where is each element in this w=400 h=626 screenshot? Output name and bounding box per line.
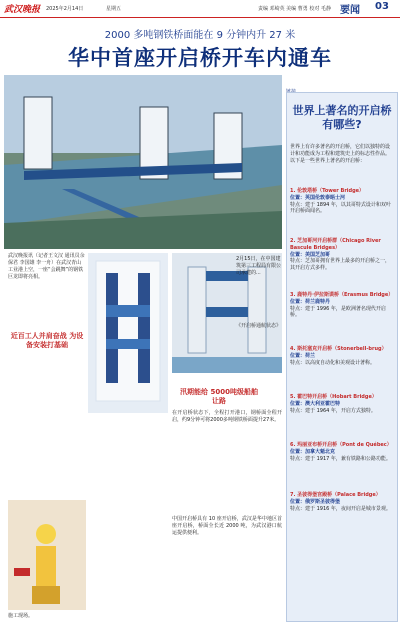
bridge-name: 7. 圣彼得堡宫殿桥（Palace Bridge） bbox=[290, 492, 381, 498]
bridge-location: 位置：加拿大魁北克 bbox=[290, 448, 336, 455]
photo-caption-bottom: 《开启桥通航状态》 bbox=[236, 323, 282, 329]
bridge-feature: 特点：芝加哥拥有世界上最多的开启桥之一，其开启方式多样。 bbox=[290, 258, 391, 272]
bridge-location: 位置：俄罗斯圣彼得堡 bbox=[290, 498, 341, 505]
issue-date: 2025年2月14日 bbox=[46, 6, 84, 12]
bridge-name: 3. 鹿特丹·伊拉斯谟桥（Erasmus Bridge） bbox=[290, 292, 394, 298]
page-number: 03 bbox=[375, 1, 389, 12]
bridge-location: 位置：荷兰鹿特丹 bbox=[290, 298, 331, 305]
bridge-name: 4. 斯托塞克开启桥（Stonerbell-brug） bbox=[290, 346, 387, 352]
bridge-tower-photo bbox=[88, 253, 168, 413]
bridge-feature: 特点：建于 1964 年，开启方式独特。 bbox=[290, 407, 376, 414]
construction-photo-caption: 施工现场。 bbox=[8, 613, 34, 619]
newspaper-logo: 武汉晚报 bbox=[4, 5, 41, 15]
bridge-item-7 bbox=[290, 492, 394, 512]
section-title: 要闻 bbox=[340, 5, 360, 16]
bridge-item-2 bbox=[290, 238, 394, 272]
masthead bbox=[0, 0, 400, 18]
bridge-item-6 bbox=[290, 442, 394, 462]
bridge-name: 1. 伦敦塔桥（Tower Bridge） bbox=[290, 188, 365, 194]
middle-column-body: 在开启桥状态下，全程打开港口，钢桥面全程开启，约9分钟可将2000多吨钢铁桥面提升27米。 bbox=[172, 410, 282, 424]
bridge-feature: 特点：建于 1917 年，兼有铁路和公路功能。 bbox=[290, 455, 391, 462]
bridge-item-3 bbox=[290, 292, 394, 319]
bridge-feature: 特点：建于 1894 年，以其哥特式设计和双叶开启桥面闻名。 bbox=[290, 201, 391, 215]
bridge-name: 6. 玛丽亚布桥开启桥（Pont de Québec） bbox=[290, 442, 392, 448]
bridge-feature: 特点：以高度自动化和美观设计著称。 bbox=[290, 359, 376, 366]
bridge-name: 5. 霍巴特开启桥（Hobart Bridge） bbox=[290, 394, 377, 400]
article-subhead: 2000 多吨钢铁桥面能在 9 分钟内升 27 米 bbox=[104, 30, 296, 41]
right-column-body: 中国开启桥具有 10 座开启桥，武汉是华中地区首座开启桥，桥面全长近 2000 吨，为武汉港口航运提供便利。 bbox=[172, 516, 282, 537]
photo-caption-top: 2月15日，在中国建筑第三工程局有限公司承建的... bbox=[236, 256, 282, 276]
bridge-location: 位置：美国芝加哥 bbox=[290, 251, 331, 258]
bridge-item-1 bbox=[290, 188, 394, 215]
bridge-location: 位置：英国伦敦泰晤士河 bbox=[290, 194, 346, 201]
bridge-name: 2. 芝加哥河开启桥群（Chicago River Bascule Bridges） bbox=[290, 238, 381, 251]
bridge-location: 位置：荷兰 bbox=[290, 352, 316, 359]
middle-column-heading: 汛期能给 5000吨级船舶让路 bbox=[180, 388, 258, 405]
weekday: 星期五 bbox=[106, 6, 122, 12]
sidebar-title: 世界上著名的开启桥有哪些? bbox=[292, 104, 392, 131]
bridge-item-4 bbox=[290, 346, 394, 366]
bridge-aerial-photo bbox=[4, 75, 282, 249]
construction-photo bbox=[8, 500, 86, 610]
sidebar-intro: 世界上有许多著名的开启桥，它们以独特的设计和功能成为工程和建筑史上的标志性作品。以下是一些世界上著名的开启桥： bbox=[290, 144, 391, 164]
photo-caption-main: 武汉晚报讯（记者王文汉 通讯员余保君 李国雄 李一舟）在武汉青山工业港上空，一座“会跳舞”的钢铁巨龙即将亮相。 bbox=[8, 253, 85, 280]
article-headline: 华中首座开启桥开车内通车 bbox=[68, 46, 332, 70]
bridge-location: 位置：澳大利亚霍巴特 bbox=[290, 400, 341, 407]
bridge-item-5 bbox=[290, 394, 394, 414]
editor-credits: 责编 邓崎英 美编 曹勇 校对 毛静 bbox=[258, 6, 331, 12]
left-column-heading: 近百工人并肩奋战 为设备安装打基础 bbox=[10, 332, 84, 349]
bridge-feature: 特点：建于 1996 年，是欧洲著名现代开启桥。 bbox=[290, 305, 386, 319]
bridge-feature: 特点：建于 1916 年，夜间开启是城市景观。 bbox=[290, 505, 391, 512]
